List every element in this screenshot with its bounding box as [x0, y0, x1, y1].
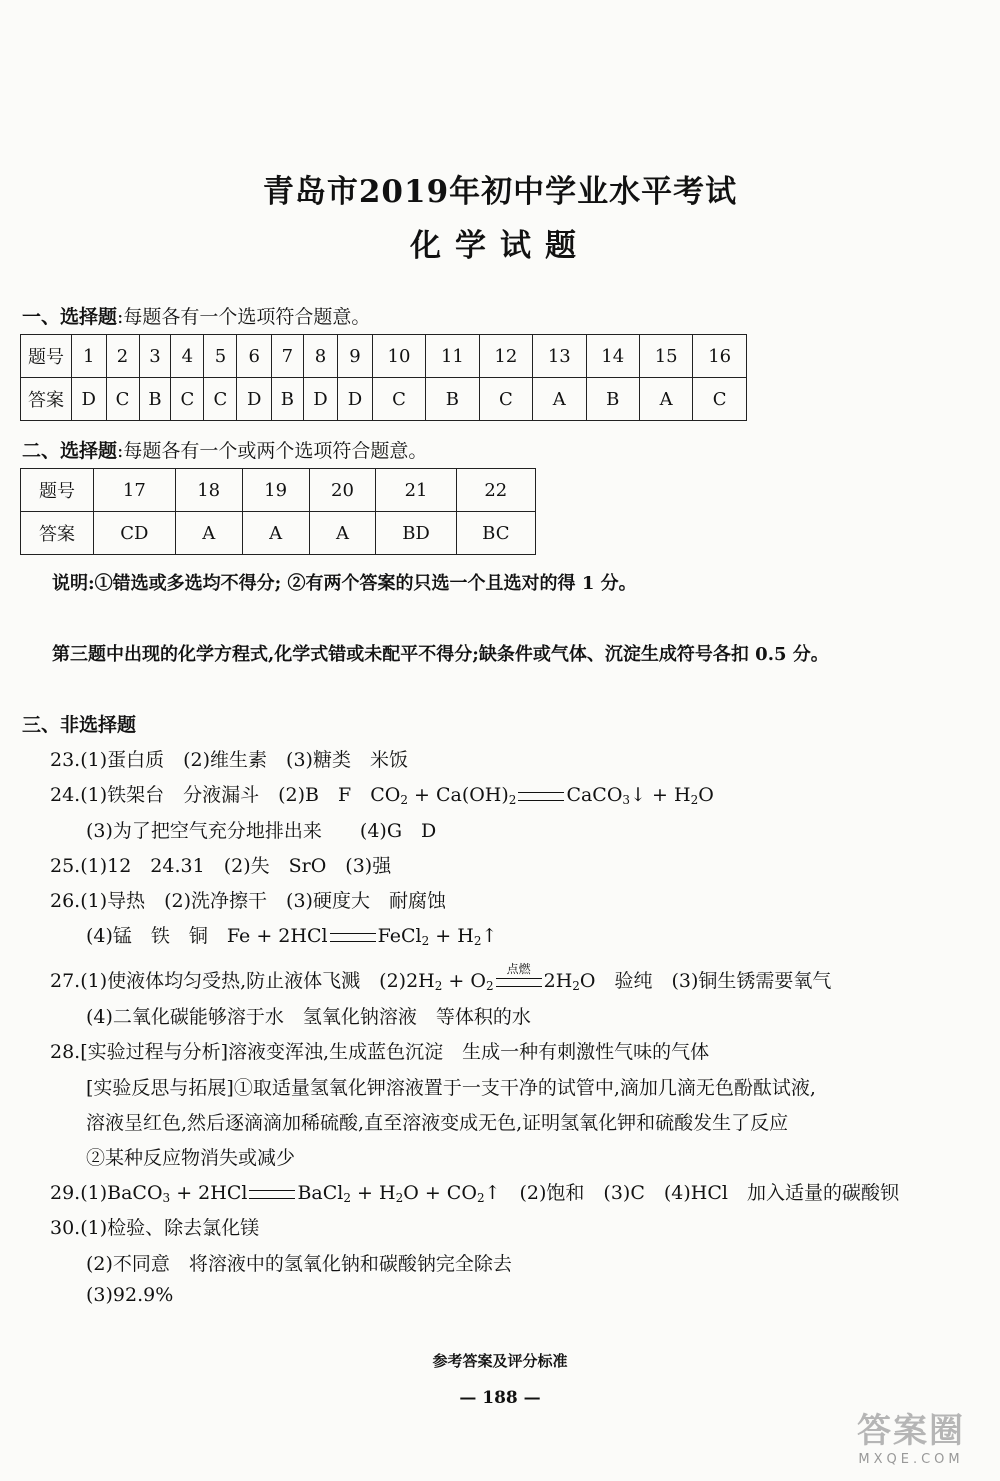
table-cell: 5	[204, 335, 237, 378]
table-cell: 22	[456, 469, 535, 512]
table-cell: 16	[693, 335, 747, 378]
footer-label: 参考答案及评分标准	[432, 1352, 568, 1370]
table-cell: 1	[72, 335, 107, 378]
answer-28-line4: ②某种反应物消失或减少	[86, 1147, 296, 1169]
exam-title: 青岛市2019年初中学业水平考试	[262, 174, 738, 210]
table-cell: CD	[94, 512, 176, 555]
page-number: — 188 —	[459, 1388, 541, 1408]
table-cell: A	[242, 512, 309, 555]
table-cell: 21	[376, 469, 456, 512]
scoring-note-2: 第三题中出现的化学方程式,化学式错或未配平不得分;缺条件或气体、沉淀生成符号各扣 0.5 分。	[52, 644, 829, 665]
table-cell: B	[426, 378, 479, 421]
answer-28-line2: [实验反思与拓展]①取适量氢氧化钾溶液置于一支干净的试管中,滴加几滴无色酚酞试液,	[86, 1077, 816, 1099]
table-cell: A	[639, 378, 692, 421]
table-cell: 13	[533, 335, 586, 378]
answer-24-line1: 24.(1)铁架台 分液漏斗 (2)B F $CO_2 + Ca(OH)_2$ CaCO$_3$↓ + $H_2O$	[50, 784, 714, 807]
table-cell: 9	[338, 335, 373, 378]
table-cell: 7	[271, 335, 303, 378]
table-cell: 12	[479, 335, 532, 378]
table-cell: 19	[242, 469, 309, 512]
answer-27-line2: (4)二氧化碳能够溶于水 氢氧化钠溶液 等体积的水	[86, 1006, 531, 1028]
table-row-label: 答案	[21, 378, 72, 421]
table-cell: B	[271, 378, 303, 421]
table-cell: 10	[372, 335, 425, 378]
table-cell: A	[533, 378, 586, 421]
table-cell: A	[175, 512, 242, 555]
section3-heading: 三、非选择题	[22, 714, 137, 736]
table-cell: 8	[303, 335, 338, 378]
table-cell: BD	[376, 512, 456, 555]
table-row-label: 题号	[21, 335, 72, 378]
section2-answer-table	[20, 468, 536, 555]
table-cell: 3	[139, 335, 171, 378]
answer-26-line1: 26.(1)导热 (2)洗净擦干 (3)硬度大 耐腐蚀	[50, 890, 446, 912]
table-cell: B	[139, 378, 171, 421]
answer-28-line1: 28.[实验过程与分析]溶液变浑浊,生成蓝色沉淀 生成一种有刺激性气味的气体	[50, 1041, 710, 1063]
answer-30-line2: (2)不同意 将溶液中的氢氧化钠和碳酸钠完全除去	[86, 1253, 512, 1275]
table-cell: 17	[94, 469, 176, 512]
section1-heading: 一、选择题:每题各有一个选项符合题意。	[22, 306, 371, 328]
table-cell: D	[72, 378, 107, 421]
table-cell: D	[237, 378, 272, 421]
answer-28-line3: 溶液呈红色,然后逐滴滴加稀硫酸,直至溶液变成无色,证明氢氧化钾和硫酸发生了反应	[86, 1112, 789, 1134]
table-cell: C	[204, 378, 237, 421]
table-row-label: 答案	[21, 512, 94, 555]
table-cell: C	[171, 378, 204, 421]
exam-subtitle: 化学试题	[410, 228, 590, 264]
answer-29: 29.(1)BaCO$_3$ + 2HCl BaCl$_2$ + $H_2O$ + $CO_2↑$ (2)饱和 (3)C (4)HCl 加入适量的碳酸钡	[50, 1182, 899, 1205]
table-cell: 20	[309, 469, 376, 512]
answer-30-line3: (3)92.9%	[86, 1284, 174, 1306]
section1-answer-table	[20, 334, 747, 421]
table-cell: 18	[175, 469, 242, 512]
section2-heading: 二、选择题:每题各有一个或两个选项符合题意。	[22, 440, 428, 462]
table-cell: 2	[106, 335, 139, 378]
answer-24-line2: (3)为了把空气充分地排出来 (4)G D	[86, 820, 437, 842]
table-cell: D	[303, 378, 338, 421]
table-cell: 11	[426, 335, 479, 378]
table-cell: C	[372, 378, 425, 421]
table-cell: C	[106, 378, 139, 421]
table-cell: B	[586, 378, 639, 421]
answer-27-line1: 27.(1)使液体均匀受热,防止液体飞溅 $(2)2H_2 + O_2$ 点燃 $2H_2O$ 验纯 (3)铜生锈需要氧气	[50, 961, 832, 993]
table-cell: A	[309, 512, 376, 555]
watermark-logo: 答案圈 MXQE.COM	[857, 1411, 965, 1467]
answer-25: 25.(1)12 24.31 (2)失 SrO (3)强	[50, 855, 392, 877]
scoring-note-1: 说明:①错选或多选均不得分; ②有两个答案的只选一个且选对的得 1 分。	[52, 573, 637, 594]
table-row-label: 题号	[21, 469, 94, 512]
table-cell: 6	[237, 335, 272, 378]
answer-30-line1: 30.(1)检验、除去氯化镁	[50, 1217, 260, 1239]
table-cell: 4	[171, 335, 204, 378]
table-cell: C	[479, 378, 532, 421]
table-cell: D	[338, 378, 373, 421]
answer-23: 23.(1)蛋白质 (2)维生素 (3)糖类 米饭	[50, 749, 408, 771]
table-cell: 15	[639, 335, 692, 378]
table-cell: C	[693, 378, 747, 421]
table-cell: 14	[586, 335, 639, 378]
table-cell: BC	[456, 512, 535, 555]
answer-26-line2: (4)锰 铁 铜 Fe + 2HCl FeCl$_2$ + $H_2↑$	[86, 925, 498, 948]
